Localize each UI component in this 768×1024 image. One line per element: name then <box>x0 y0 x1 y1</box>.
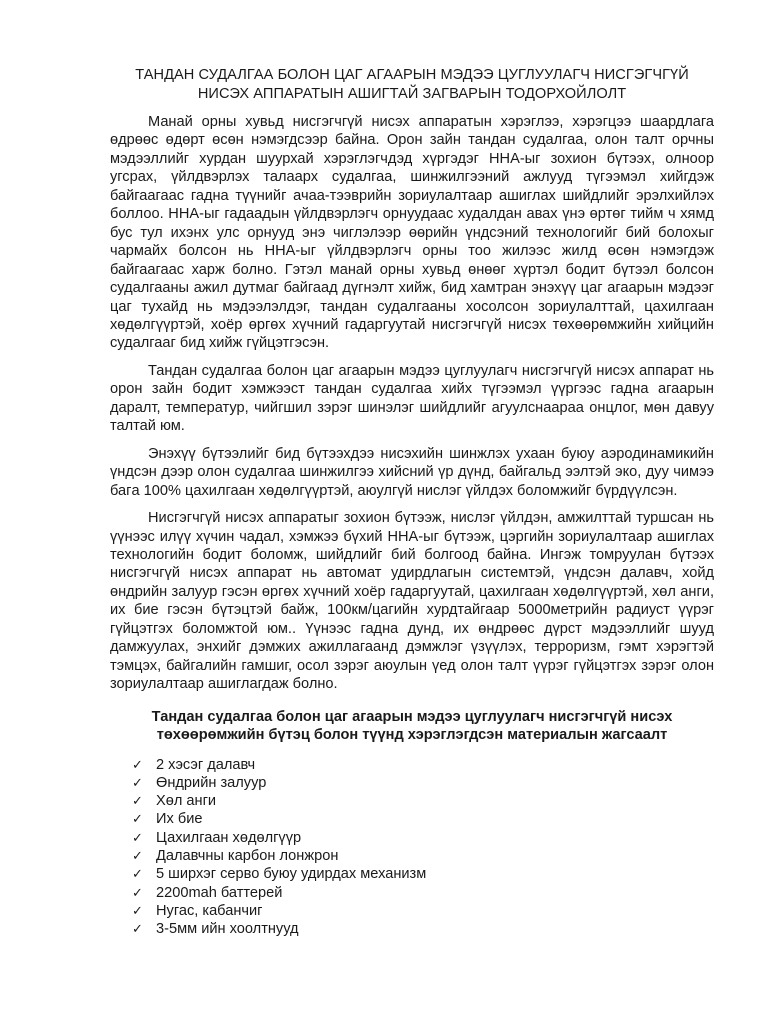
list-item <box>132 774 714 792</box>
materials-list <box>110 756 714 939</box>
paragraph-intro: Манай орны хувьд нисгэгчгүй нисэх аппаратын хэрэглээ, хэрэгцээ шаардлага өдрөөс өдөрт өсөн нэмэгдсээр байна. Орон зайн тандан судалгаа, олон талт орчны мэдээллийг хурдан шуурхай хэрэглэгчдэд хүргэдэг ННА-ыг зохион бүтээх, олноор угсрах, үйлдвэрлэх талаарх судалгаа, шинжилгээний ажлууд түгээмэл хийгдэж байгаагаас гадна түүнийг ачаа-тээврийн зориулалтаар ашиглах шийдлийг эрэлхийлэх боллоо. ННА-ыг гадаадын үйлдвэрлэгч орнуудаас худалдан авах үнэ өртөг тийм ч хямд бус тул ихэнх улс орнууд энэ чиглэлээр өөрийн үндсэний технологийг бий болохыг чармайх болсон нь ННА-ыг үйлдвэрлэгч орны тоо жилээс жилд өсөн нэмэгдэж байгаагаас харж болно. Гэтэл манай орны хувьд өнөөг хүртэл бодит бүтээл болсон судалгааны ажил дутмаг байгаад дүгнэлт хийж, бид хамтран энэхүү цаг агаарын мэдээг цаг тухайд нь мэдээлэлдэг, тандан судалгааны хосолсон зориулалттай, цахилгаан хөдөлгүүртэй, хоёр өргөх хүчний гадаргуутай нисгэгчгүй нисэх төхөөрөмжийн хийцийн судалгааг бид хийж гүйцэтгэсэн. <box>110 114 714 352</box>
list-item <box>132 847 714 865</box>
document-title: ТАНДАН СУДАЛГАА БОЛОН ЦАГ АГААРЫН МЭДЭЭ ЦУГЛУУЛАГЧ НИСГЭГЧГҮЙ НИСЭХ АППАРАТЫН АШИГТАЙ ЗАГВАРЫН ТОДОРХОЙЛОЛТ <box>135 67 689 102</box>
material-label: Далавчны карбон лонжрон <box>156 848 339 865</box>
material-label: 2 хэсэг далавч <box>156 756 256 773</box>
checkmark-icon: ✓ <box>132 884 143 900</box>
checkmark-icon: ✓ <box>132 811 143 827</box>
list-item <box>132 792 714 810</box>
material-label: Нугас, кабанчиг <box>156 902 263 919</box>
list-item <box>132 884 714 902</box>
material-label: 2200mah баттерей <box>156 884 283 901</box>
list-item <box>132 756 714 774</box>
material-label: Өндрийн залуур <box>156 774 267 791</box>
material-label: Их бие <box>156 811 203 828</box>
list-item <box>132 810 714 828</box>
checkmark-icon: ✓ <box>132 921 143 937</box>
paragraph-applications: Нисгэгчгүй нисэх аппаратыг зохион бүтээж, нислэг үйлдэн, амжилттай туршсан нь үүнээс илүү хүчин чадал, хэмжээ бүхий ННА-ыг бүтээж, цэргийн зориулалтаар ашиглах технологийн бодит боломж, шийдлийг бий болгоод байна. Ингэж томруулан бүтээх нисгэгчгүй нисэх аппарат нь автомат удирдлагын системтэй, үндсэн далавч, хойд өндрийн залуур гэсэн өргөх хүчний хоёр гадаргуутай, цахилгаан хөдөлгүүртэй, хөл анги, их бие гэсэн бүтэцтэй байж, 100км/цагийн хурдтайгаар 5000метрийн радиуст үүрэг гүйцэтгэх боломжтой юм.. Үүнээс гадна дунд, их өндрөөс дүрст мэдээллийг шууд дамжуулах, энхийг дэмжих ажиллагаанд дэмжлэг үзүүлэх, терроризм, гэмт хэрэгтэй тэмцэх, байгалийн гамшиг, осол зэрэг аюулын үед олон талт үүрэг гүйцэтгэх зэрэг олон зориулалтаар ашиглагдаж болно. <box>110 510 714 693</box>
checkmark-icon: ✓ <box>132 902 143 918</box>
materials-heading: Тандан судалгаа болон цаг агаарын мэдээ цуглуулагч нисгэгчгүй нисэх төхөөрөмжийн бүтэц болон түүнд хэрэглэгдсэн материалын жагсаалт <box>151 708 673 744</box>
material-label: 3-5мм ийн хоолтнууд <box>156 921 299 938</box>
document-page <box>110 66 714 939</box>
checkmark-icon: ✓ <box>132 866 143 882</box>
paragraph-research: Энэхүү бүтээлийг бид бүтээхдээ нисэхийн шинжлэх ухаан буюу аэродинамикийн үндсэн дээр олон судалгаа шинжилгээ хийсний үр дүнд, байгальд ээлтэй эко, дуу чимээ багa 100% цахилгаан хөдөлгүүртэй, аюулгүй нислэг үйлдэх боломжийг бүрдүүлсэн. <box>110 445 714 499</box>
material-label: 5 ширхэг серво буюу удирдах механизм <box>156 866 427 883</box>
list-item <box>132 902 714 920</box>
list-item <box>132 865 714 883</box>
paragraph-features: Тандан судалгаа болон цаг агаарын мэдээ цуглуулагч нисгэгчгүй нисэх аппарат нь орон зайн бодит хэмжээст тандан судалгаа хийх түгээмэл үүргээс гадна агаарын даралт, температур, чийгшил зэрэг шинэлэг шийдлийг агуулснаараа онцлог, мөн давуу талтай юм. <box>110 362 714 435</box>
checkmark-icon: ✓ <box>132 848 143 864</box>
checkmark-icon: ✓ <box>132 774 143 790</box>
checkmark-icon: ✓ <box>132 756 143 772</box>
material-label: Цахилгаан хөдөлгүүр <box>156 829 302 846</box>
checkmark-icon: ✓ <box>132 793 143 809</box>
list-item <box>132 920 714 938</box>
material-label: Хөл анги <box>156 793 217 810</box>
checkmark-icon: ✓ <box>132 829 143 845</box>
list-item <box>132 829 714 847</box>
